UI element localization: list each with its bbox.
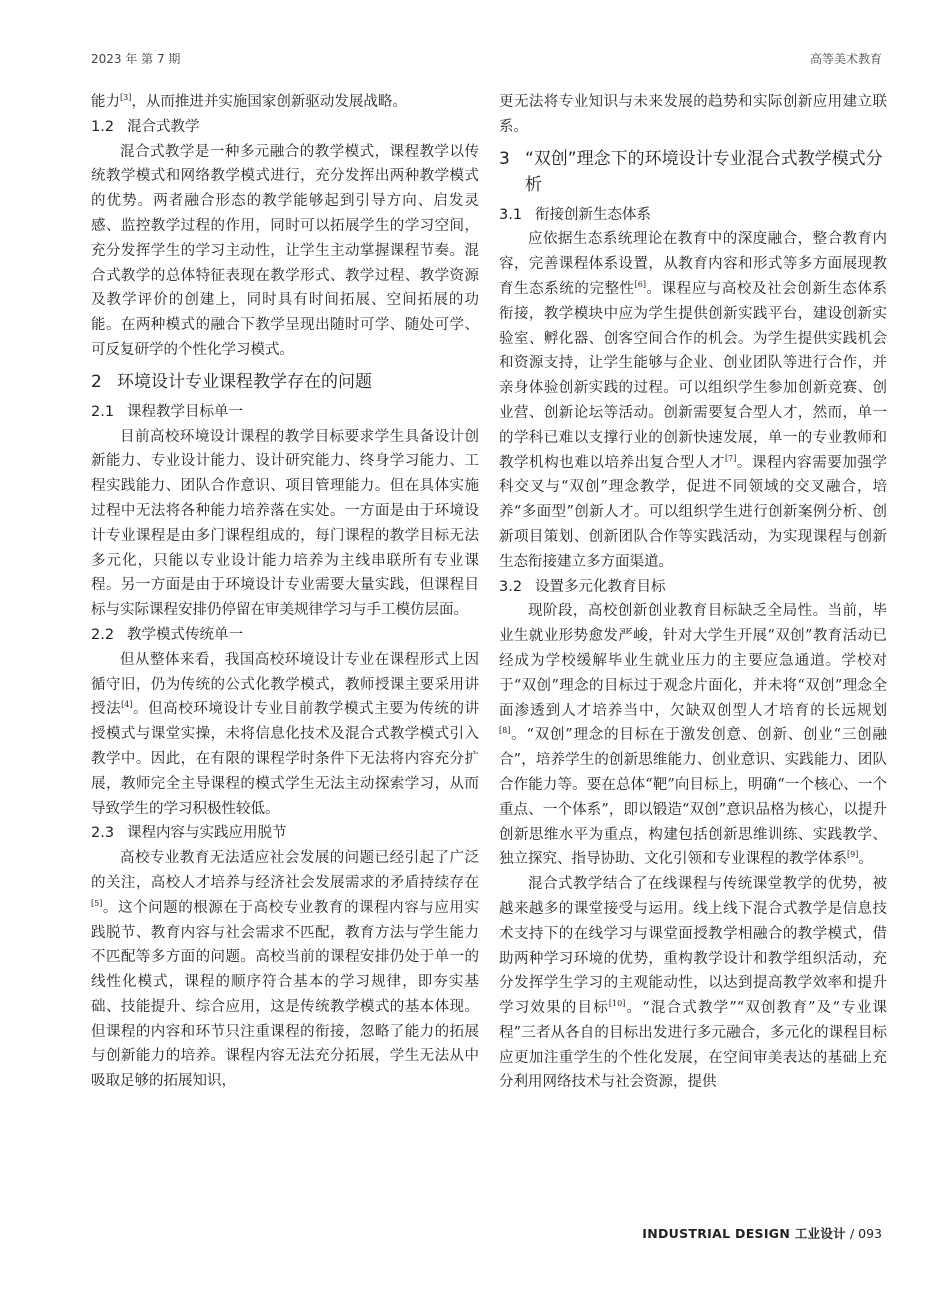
paragraph: 现阶段，高校创新创业教育目标缺乏全局性。当前，毕业生就业形势愈发严峻，针对大学生开展“双创”教育活动已经成为学校缓解毕业生就业压力的主要应急通道。学校对于“双创”理念的目标过于观念片面化，并未将“双创”理念全面渗透到人才培养当中，欠缺双创型人才培育的长远规划[8]。“双创”理念的目标在于激发创意、创新、创业“三创融合”，培养学生的创新思维能力、创业意识、实践能力、团队合作能力等。要在总体“靶”向目标上，明确“一个核心、一个重点、一个体系”，即以锻造“双创”意识品格为核心，以提升创新思维水平为重点，构建包括创新思维训练、实践教学、独立探究、指导协助、文化引领和专业课程的教学体系[9]。 bbox=[499, 603, 887, 868]
citation: [5] bbox=[91, 898, 103, 908]
paragraph: 高校专业教育无法适应社会发展的问题已经引起了广泛的关注，高校人才培养与经济社会发展需求的矛盾持续存在[5]。这个问题的根源在于高校专业教育的课程内容与应用实践脱节、教育内容与社会需求不匹配，教育方法与学生能力不匹配等多方面的问题。高校当前的课程安排仍处于单一的线性化模式，课程的顺序符合基本的学习规律，即夯实基础、技能提升、综合应用，这是传统教学模式的基本体现。但课程的内容和环节只注重课程的衔接，忽略了能力的拓展与创新能力的培养。课程内容无法充分拓展，学生无法从中吸取足够的拓展知识， bbox=[91, 850, 479, 1090]
section-heading: 3 “双创”理念下的环境设计专业混合式教学模式分析 bbox=[499, 148, 883, 195]
citation: [8] bbox=[499, 726, 511, 736]
footer-separator: / bbox=[845, 1226, 859, 1241]
paragraph: 能力[3]，从而推进并实施国家创新驱动发展战略。 bbox=[91, 93, 407, 110]
section-heading: 2 环境设计专业课程教学存在的问题 bbox=[91, 371, 372, 392]
subsection-heading: 3.2 设置多元化教育目标 bbox=[499, 578, 666, 595]
page-footer bbox=[642, 1224, 882, 1242]
journal-name: 高等美术教育 bbox=[809, 52, 882, 66]
subsection-heading: 2.3 课程内容与实践应用脱节 bbox=[91, 825, 287, 842]
paragraph: 混合式教学结合了在线课程与传统课堂教学的优势，被越来越多的课堂接受与运用。线上线下混合式教学是信息技术支持下的在线学习与课堂面授教学相融合的教学模式，借助两种学习环境的优势，重构教学设计和教学组织活动，充分发挥学生学习的主观能动性，以达到提高教学效率和提升学习效果的目标[10]。“混合式教学”“双创教育”及“专业课程”三者从各自的目标出发进行多元融合，多元化的课程目标应更加注重学生的个性化发展，在空间审美表达的基础上充分利用网络技术与社会资源，提供 bbox=[499, 876, 887, 1091]
paragraph: 但从整体来看，我国高校环境设计专业在课程形式上因循守旧，仍为传统的公式化教学模式，教师授课主要采用讲授法[4]。但高校环境设计专业目前教学模式主要为传统的讲授模式与课堂实操，未将信息化技术及混合式教学模式引入教学中。因此，在有限的课程学时条件下无法将内容充分扩展，教师完全主导课程的模式学生无法主动探索学习，从而导致学生的学习积极性较低。 bbox=[91, 651, 480, 817]
citation: [7] bbox=[725, 453, 737, 463]
paragraph: 目前高校环境设计课程的教学目标要求学生具备设计创新能力、专业设计能力、设计研究能力、终身学习能力、工程实践能力、团队合作意识、项目管理能力。但在具体实施过程中无法将各种能力培养落在实处。一方面是由于环境设计专业课程是由多门课程组成的，每门课程的教学目标无法多元化，只能以专业设计能力培养为主线串联所有专业课程。另一方面是由于环境设计专业需要大量实践，但课程目标与实际课程安排仍停留在审美规律学习与手工模仿层面。 bbox=[91, 428, 479, 619]
subsection-heading: 2.1 课程教学目标单一 bbox=[91, 403, 243, 420]
citation: [10] bbox=[608, 999, 626, 1009]
right-column bbox=[499, 90, 887, 1095]
issue-label: 2023 年 第 7 期 bbox=[91, 52, 181, 66]
paragraph: 应依据生态系统理论在教育中的深度融合，整合教育内容，完善课程体系设置，从教育内容和形式等多方面展现教育生态系统的完整性[6]。课程应与高校及社会创新生态体系衔接，教学模块中应为学生提供创新实践平台，建设创新实验室、孵化器、创客空间合作的机会。为学生提供实践机会和资源支持，让学生能够与企业、创业团队等进行合作，并亲身体验创新实践的过程。可以组织学生参加创新竞赛、创业营、创新论坛等活动。创新需要复合型人才，然而，单一的学科已难以支撑行业的创新快速发展，单一的专业教师和教学机构也难以培养出复合型人才[7]。课程内容需要加强学科交叉与“双创”理念教学，促进不同领域的交叉融合，培养“多面型”创新人才。可以组织学生进行创新案例分析、创新项目策划、创新团队合作等实践活动，为实现课程与创新生态衔接建立多方面渠道。 bbox=[499, 231, 888, 570]
citation: [9] bbox=[847, 850, 859, 860]
citation: [3] bbox=[120, 93, 132, 103]
footer-brand: INDUSTRIAL DESIGN 工业设计 bbox=[642, 1226, 846, 1241]
citation: [4] bbox=[121, 700, 133, 710]
subsection-heading: 1.2 混合式教学 bbox=[91, 118, 200, 135]
left-column bbox=[91, 90, 479, 1094]
paragraph: 更无法将专业知识与未来发展的趋势和实际创新应用建立联系。 bbox=[499, 94, 887, 135]
subsection-heading: 2.2 教学模式传统单一 bbox=[91, 626, 243, 643]
subsection-heading: 3.1 衔接创新生态体系 bbox=[499, 206, 651, 223]
citation: [6] bbox=[634, 280, 646, 290]
paragraph: 混合式教学是一种多元融合的教学模式，课程教学以传统教学模式和网络教学模式进行，充分发挥出两种教学模式的优势。两者融合形态的教学能够起到引导方向、启发灵感、监控教学过程的作用，同时可以拓展学生的学习空间，充分发挥学生的学习主动性，让学生主动掌握课程节奏。混合式教学的总体特征表现在教学形式、教学过程、教学资源及教学评价的创建上，同时具有时间拓展、空间拓展的功能。在两种模式的融合下教学呈现出随时可学、随处可学、可反复研学的个性化学习模式。 bbox=[91, 143, 479, 358]
page-number: 093 bbox=[858, 1226, 882, 1241]
